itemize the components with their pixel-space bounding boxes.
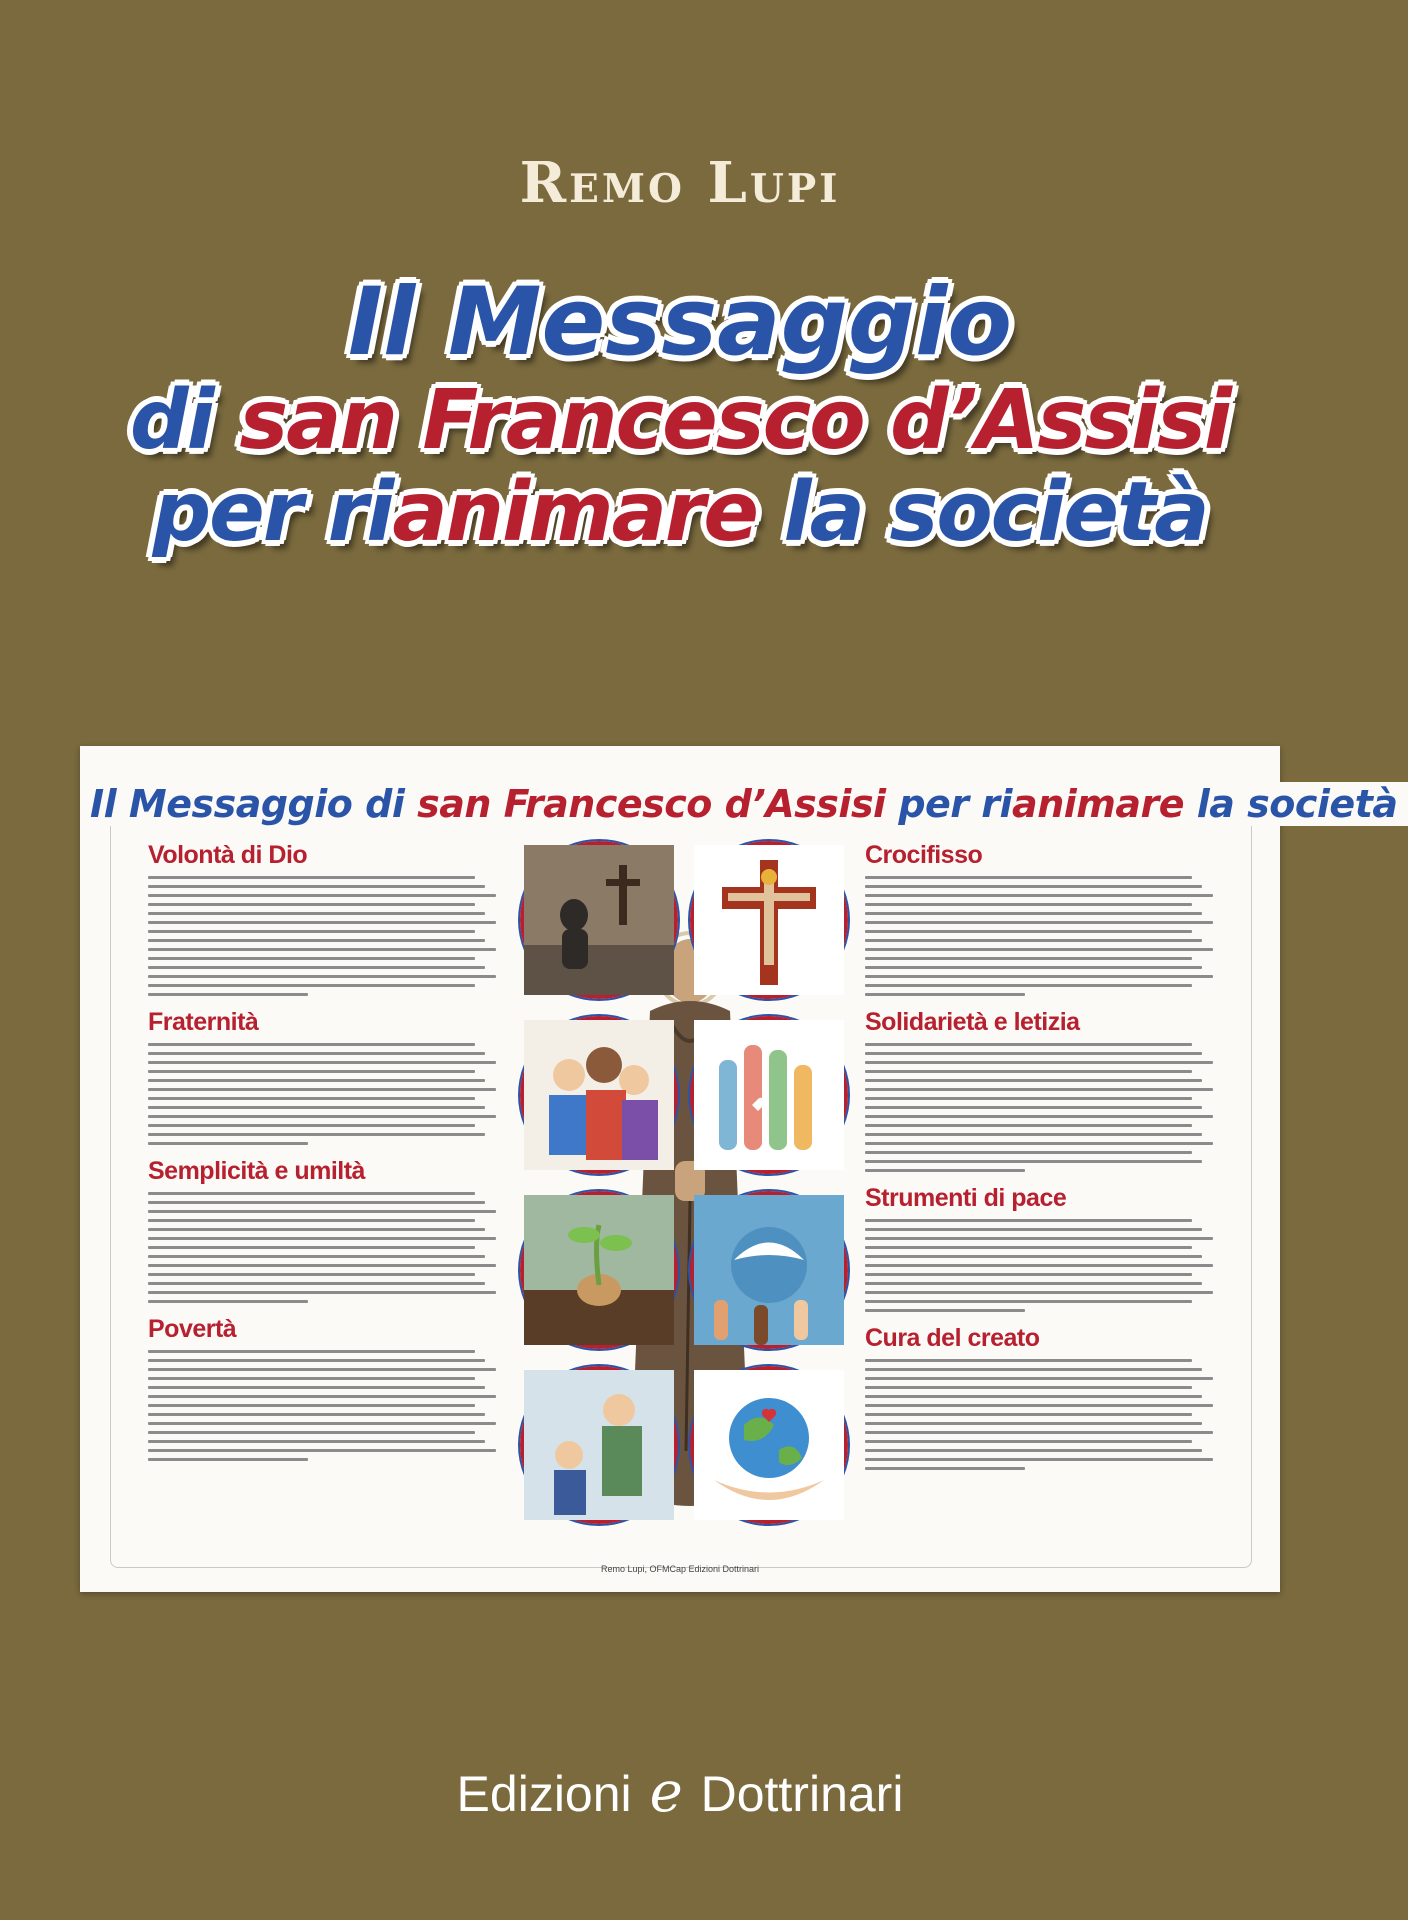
title-line-3-main: animare xyxy=(392,465,757,561)
circle-humility-image xyxy=(520,1191,678,1349)
poster-title-b: san Francesco d’Assisi xyxy=(417,782,886,826)
poster-section xyxy=(865,841,1220,996)
poster-title-e: la società xyxy=(1184,782,1398,826)
title-line-2-main: san Francesco d’Assisi xyxy=(239,373,1231,469)
circle-prayer-image xyxy=(520,841,678,999)
poster-title xyxy=(80,782,1398,826)
text-line xyxy=(865,1133,1202,1136)
text-line xyxy=(865,1061,1213,1064)
title-line-3 xyxy=(0,467,1360,559)
text-line xyxy=(148,1350,475,1353)
section-heading: Fraternità xyxy=(148,1008,259,1036)
title-line-3-suffix: la società xyxy=(756,465,1208,561)
poster-section xyxy=(865,1008,1220,1172)
text-line xyxy=(148,1431,475,1434)
text-line xyxy=(148,1052,485,1055)
text-line xyxy=(865,1264,1213,1267)
section-text xyxy=(865,1359,1220,1470)
text-line xyxy=(148,1368,496,1371)
section-heading: Semplicità e umiltà xyxy=(148,1157,365,1185)
circle-crucifix-image xyxy=(690,841,848,999)
text-line xyxy=(148,912,485,915)
circle-solidarity-image xyxy=(690,1016,848,1174)
text-line xyxy=(865,1115,1213,1118)
text-line xyxy=(148,1219,475,1222)
text-line xyxy=(865,1246,1192,1249)
text-line xyxy=(865,948,1213,951)
section-text xyxy=(865,876,1220,996)
text-line xyxy=(148,1458,308,1461)
poster-center-illustrations xyxy=(520,841,860,1531)
text-line xyxy=(865,1291,1213,1294)
text-line xyxy=(148,1192,475,1195)
text-line xyxy=(865,1368,1202,1371)
text-line xyxy=(865,1237,1213,1240)
circle-peace-image xyxy=(690,1191,848,1349)
section-text xyxy=(865,1219,1220,1312)
text-line xyxy=(865,1467,1025,1470)
text-line xyxy=(865,1282,1202,1285)
text-line xyxy=(865,1431,1213,1434)
text-line xyxy=(148,1422,496,1425)
poster-section xyxy=(865,1184,1220,1312)
publisher-logo xyxy=(0,1760,1360,1825)
text-line xyxy=(865,912,1202,915)
poster-section xyxy=(865,1324,1220,1470)
author-name: Remo Lupi xyxy=(519,150,841,216)
text-line xyxy=(148,1061,496,1064)
title-line-2 xyxy=(0,375,1360,467)
text-line xyxy=(148,948,496,951)
text-line xyxy=(148,1255,485,1258)
text-line xyxy=(148,1377,475,1380)
text-line xyxy=(148,1106,485,1109)
text-line xyxy=(148,1273,475,1276)
text-line xyxy=(148,1237,496,1240)
text-line xyxy=(865,975,1213,978)
text-line xyxy=(865,957,1192,960)
text-line xyxy=(865,939,1202,942)
text-line xyxy=(865,1169,1025,1172)
poster-right-column xyxy=(865,841,1220,1482)
poster-section xyxy=(148,1008,503,1145)
publisher-mark: e xyxy=(649,1760,683,1825)
text-line xyxy=(865,1088,1213,1091)
text-line xyxy=(865,1449,1202,1452)
text-line xyxy=(148,1404,475,1407)
text-line xyxy=(148,876,475,879)
text-line xyxy=(865,1151,1192,1154)
text-line xyxy=(865,894,1213,897)
text-line xyxy=(865,1160,1202,1163)
text-line xyxy=(148,1201,485,1204)
text-line xyxy=(148,921,496,924)
text-line xyxy=(865,1043,1192,1046)
text-line xyxy=(148,993,308,996)
text-line xyxy=(148,1264,496,1267)
text-line xyxy=(865,1422,1202,1425)
circle-fraternity-image xyxy=(520,1016,678,1174)
text-line xyxy=(148,1210,496,1213)
text-line xyxy=(148,1124,475,1127)
publisher-name-a: Edizioni xyxy=(456,1766,632,1822)
section-text xyxy=(148,1192,503,1303)
title-line-2-prefix: di xyxy=(129,373,240,469)
text-line xyxy=(865,1255,1202,1258)
text-line xyxy=(865,1440,1192,1443)
text-line xyxy=(865,1070,1192,1073)
circle-poverty-image xyxy=(520,1366,678,1524)
title-line-3-prefix: per ri xyxy=(152,465,393,561)
text-line xyxy=(148,1449,496,1452)
text-line xyxy=(865,921,1213,924)
text-line xyxy=(148,1133,485,1136)
text-line xyxy=(865,1386,1192,1389)
text-line xyxy=(865,1219,1192,1222)
circle-creation-image xyxy=(690,1366,848,1524)
section-text xyxy=(148,1043,503,1145)
text-line xyxy=(148,1291,496,1294)
text-line xyxy=(865,1377,1213,1380)
text-line xyxy=(865,1404,1213,1407)
text-line xyxy=(148,1142,308,1145)
poster-left-column xyxy=(148,841,503,1473)
section-text xyxy=(865,1043,1220,1172)
poster-image xyxy=(80,746,1398,1592)
text-line xyxy=(148,1246,475,1249)
text-line xyxy=(148,1097,475,1100)
section-heading: Strumenti di pace xyxy=(865,1184,1067,1212)
text-line xyxy=(148,1079,485,1082)
title-line-1: Il Messaggio xyxy=(348,268,1012,377)
text-line xyxy=(865,1395,1202,1398)
text-line xyxy=(148,1282,485,1285)
poster-section xyxy=(148,841,503,996)
text-line xyxy=(148,1070,475,1073)
text-line xyxy=(148,1300,308,1303)
text-line xyxy=(865,930,1192,933)
text-line xyxy=(148,1386,485,1389)
text-line xyxy=(865,1359,1192,1362)
text-line xyxy=(148,1115,496,1118)
section-heading: Crocifisso xyxy=(865,841,983,869)
text-line xyxy=(148,1413,485,1416)
text-line xyxy=(865,1106,1202,1109)
text-line xyxy=(148,975,496,978)
text-line xyxy=(148,903,475,906)
poster-footer: Remo Lupi, OFMCap Edizioni Dottrinari xyxy=(600,1564,760,1574)
text-line xyxy=(865,984,1192,987)
poster-title-c: per ri xyxy=(885,782,1013,826)
section-heading: Cura del creato xyxy=(865,1324,1040,1352)
text-line xyxy=(865,1273,1192,1276)
text-line xyxy=(148,1395,496,1398)
text-line xyxy=(148,957,475,960)
text-line xyxy=(865,1300,1192,1303)
text-line xyxy=(865,1228,1202,1231)
text-line xyxy=(865,1097,1192,1100)
text-line xyxy=(865,1458,1213,1461)
text-line xyxy=(148,885,485,888)
text-line xyxy=(148,1088,496,1091)
text-line xyxy=(148,1359,485,1362)
text-line xyxy=(148,894,496,897)
section-text xyxy=(148,1350,503,1461)
text-line xyxy=(865,1309,1025,1312)
text-line xyxy=(865,903,1192,906)
book-title xyxy=(0,270,1360,559)
text-line xyxy=(148,966,485,969)
text-line xyxy=(148,984,475,987)
poster-title-d: animare xyxy=(1012,782,1185,826)
text-line xyxy=(148,939,485,942)
text-line xyxy=(865,876,1192,879)
text-line xyxy=(865,1124,1192,1127)
section-heading: Solidarietà e letizia xyxy=(865,1008,1080,1036)
text-line xyxy=(865,1052,1202,1055)
text-line xyxy=(148,1440,485,1443)
section-text xyxy=(148,876,503,996)
text-line xyxy=(148,1228,485,1231)
text-line xyxy=(865,993,1025,996)
text-line xyxy=(148,930,475,933)
text-line xyxy=(865,966,1202,969)
text-line xyxy=(865,1413,1192,1416)
section-heading: Povertà xyxy=(148,1315,237,1343)
text-line xyxy=(148,1043,475,1046)
text-line xyxy=(865,885,1202,888)
text-line xyxy=(865,1079,1202,1082)
poster-section xyxy=(148,1315,503,1461)
section-heading: Volontà di Dio xyxy=(148,841,308,869)
poster-title-a: Il Messaggio di xyxy=(90,782,418,826)
poster-section xyxy=(148,1157,503,1303)
publisher-name-b: Dottrinari xyxy=(700,1766,904,1822)
text-line xyxy=(865,1142,1213,1145)
